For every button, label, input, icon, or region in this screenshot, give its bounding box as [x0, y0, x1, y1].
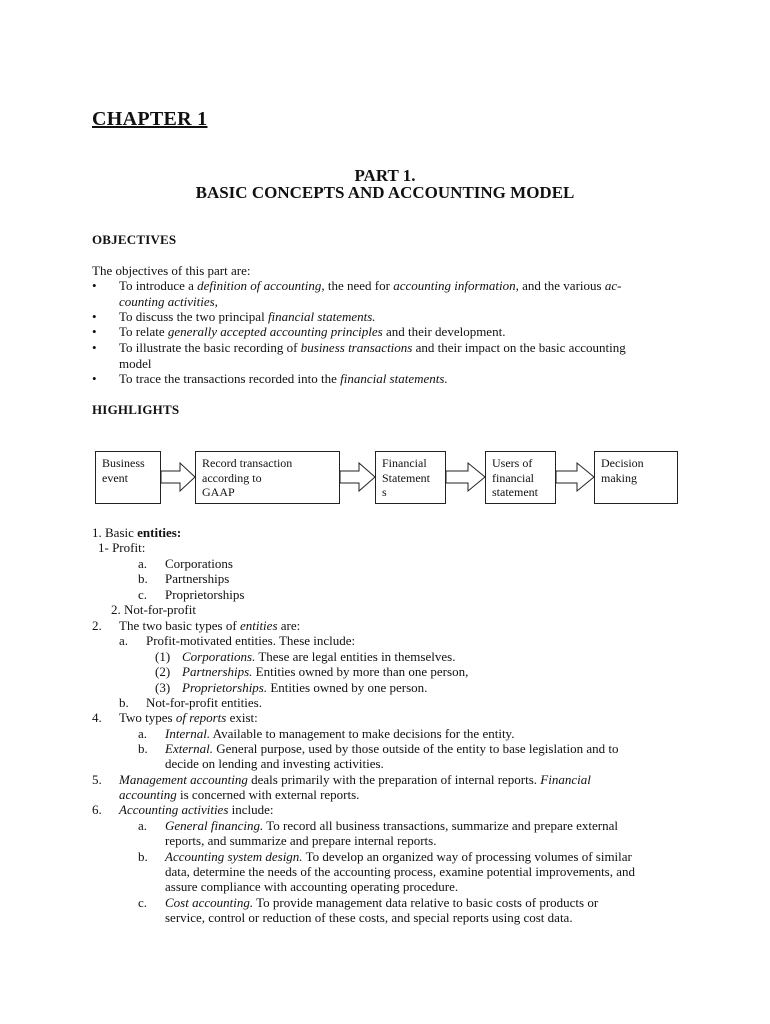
text-run: and the various [518, 278, 605, 293]
italic-term: Accounting system design. [165, 849, 303, 864]
list-marker: c. [138, 895, 148, 910]
list-item [165, 849, 632, 865]
list-item [119, 802, 274, 818]
text-run: are: [277, 618, 301, 633]
list-item-continued: service, control or reduction of these costs, and special reports using cost data. [165, 910, 573, 925]
text-run: include: [228, 802, 274, 817]
highlights-heading: HIGHLIGHTS [92, 402, 180, 417]
flow-box-decision-making [594, 451, 678, 504]
list-item: Proprietorships [165, 587, 245, 602]
list-item [165, 741, 618, 757]
italic-term: business transactions [300, 340, 413, 355]
italic-term: accounting [119, 787, 177, 802]
chapter-title: CHAPTER 1 [92, 108, 208, 130]
text-run: To introduce a [119, 278, 198, 293]
italic-term: Proprietorships. [182, 680, 268, 695]
list-item: Not-for-profit entities. [146, 695, 262, 710]
list-item [182, 664, 468, 680]
list-marker: c. [138, 587, 148, 602]
italic-term: Management accounting [119, 772, 248, 787]
bullet-marker: • [92, 324, 97, 339]
flow-box-record-transaction [195, 451, 340, 504]
flow-box-line: according to [202, 470, 262, 485]
text-run: the need for [324, 278, 394, 293]
text-run: Two types [119, 710, 176, 725]
part-subtitle: BASIC CONCEPTS AND ACCOUNTING MODEL [195, 183, 575, 202]
flow-arrow-icon [161, 463, 195, 491]
text-run: Available to management to make decisions for the entity. [210, 726, 515, 741]
italic-term: definition of accounting, [197, 278, 325, 293]
bullet-marker: • [92, 278, 97, 293]
italic-term: Internal. [165, 726, 211, 741]
list-marker: b. [119, 695, 129, 710]
bold-term: entities: [137, 525, 182, 540]
text-run: To discuss the two principal [119, 309, 268, 324]
list-marker: b. [138, 571, 148, 586]
list-item: 1- Profit: [98, 540, 146, 555]
list-item-continued: decide on lending and investing activities. [165, 756, 384, 771]
list-marker: (3) [155, 680, 171, 695]
flow-box-line: Business [102, 456, 145, 470]
text-run: General purpose, used by those outside of the entity to base legislation and to [213, 741, 619, 756]
list-item: Partnerships [165, 571, 230, 586]
italic-term: financial statements. [340, 371, 448, 386]
italic-term: ac- [604, 278, 622, 293]
flow-box-financial-statements [375, 451, 446, 504]
list-item [182, 680, 427, 696]
list-item-continued: data, determine the needs of the accounting process, examine potential improvements, and [165, 864, 636, 879]
flow-box-line: statement [492, 485, 538, 499]
list-marker: a. [138, 818, 148, 833]
bullet-marker: • [92, 371, 97, 386]
italic-term: entities [239, 618, 278, 633]
text-run: To provide management data relative to basic costs of products or [253, 895, 599, 910]
italic-term: Corporations. [182, 649, 256, 664]
italic-term: Financial [540, 772, 591, 787]
text-run: and their development. [382, 324, 506, 339]
text-run: deals primarily with the preparation of internal reports. [247, 772, 541, 787]
section-1-heading [92, 525, 181, 541]
list-marker: (2) [155, 664, 171, 679]
flow-box-line: Users of [492, 456, 533, 470]
list-marker: 5. [92, 772, 102, 787]
bullet-marker: • [92, 340, 97, 355]
flow-box-line: Decision [601, 456, 644, 470]
flow-arrow-icon [446, 463, 485, 491]
text-run: 1. Basic [92, 525, 138, 540]
list-marker: 6. [92, 802, 102, 817]
italic-term: financial statements. [267, 309, 376, 324]
flow-box-line: GAAP [202, 485, 235, 499]
italic-term: Accounting activities [119, 802, 229, 817]
italic-term: accounting information, [393, 278, 519, 293]
italic-term: generally accepted accounting principles [167, 324, 383, 339]
list-marker: 4. [92, 710, 102, 725]
flow-box-line: Financial [382, 456, 427, 470]
list-item: Corporations [165, 556, 233, 571]
text-run: These are legal entities in themselves. [255, 649, 456, 664]
text-run: To illustrate the basic recording of [119, 340, 301, 355]
text-run: To trace the transactions recorded into the [119, 371, 341, 386]
list-marker: b. [138, 849, 148, 864]
list-item: 2. Not-for-profit [111, 602, 196, 617]
flow-box-line: financial [492, 470, 534, 485]
objectives-intro: The objectives of this part are: [92, 263, 251, 278]
text-run: and their impact on the basic accounting [412, 340, 626, 355]
list-item-continued [119, 787, 359, 803]
flow-box-business-event [95, 451, 161, 504]
list-item [165, 895, 598, 911]
list-item [119, 710, 258, 726]
text-run: is concerned with external reports. [176, 787, 360, 802]
italic-term: counting activities, [119, 293, 218, 309]
italic-term: Partnerships. [182, 664, 253, 679]
flow-box-line: s [382, 485, 387, 499]
list-marker: a. [119, 633, 129, 648]
list-item [119, 618, 300, 634]
flow-box-line: Statement [382, 470, 430, 485]
part-title: PART 1. [354, 166, 416, 185]
text-run: Entities owned by more than one person, [252, 664, 469, 679]
text-run: The two basic types of [119, 618, 240, 633]
text-run: Entities owned by one person. [267, 680, 428, 695]
list-item-continued: reports, and summarize and prepare internal reports. [165, 833, 437, 848]
italic-term: General financing. [165, 818, 264, 833]
list-marker: b. [138, 741, 148, 756]
list-item [165, 726, 514, 742]
flow-box-users [485, 451, 556, 504]
text-run: To relate [119, 324, 168, 339]
list-item: Profit-motivated entities. These include: [146, 633, 356, 648]
list-item [119, 772, 591, 788]
list-item [182, 649, 455, 665]
text-run: To develop an organized way of processing volumes of similar [302, 849, 632, 864]
text-run: exist: [226, 710, 258, 725]
list-marker: 2. [92, 618, 102, 633]
list-marker: a. [138, 556, 148, 571]
list-item [165, 818, 618, 834]
flow-arrow-icon [340, 463, 375, 491]
italic-term: Cost accounting. [165, 895, 254, 910]
flow-box-line: Record transaction [202, 456, 293, 470]
list-marker: a. [138, 726, 148, 741]
italic-term: of reports [175, 710, 227, 725]
flow-box-line: event [102, 470, 128, 485]
flow-arrow-icon [556, 463, 594, 491]
italic-term: External. [165, 741, 214, 756]
bullet-marker: • [92, 309, 97, 324]
list-item-continued: assure compliance with accounting operating procedure. [165, 879, 459, 894]
list-marker: (1) [155, 649, 171, 664]
text-run: model [119, 355, 152, 371]
text-run: To record all business transactions, summarize and prepare external [263, 818, 618, 833]
objectives-heading: OBJECTIVES [92, 232, 177, 247]
flow-box-line: making [601, 470, 637, 485]
